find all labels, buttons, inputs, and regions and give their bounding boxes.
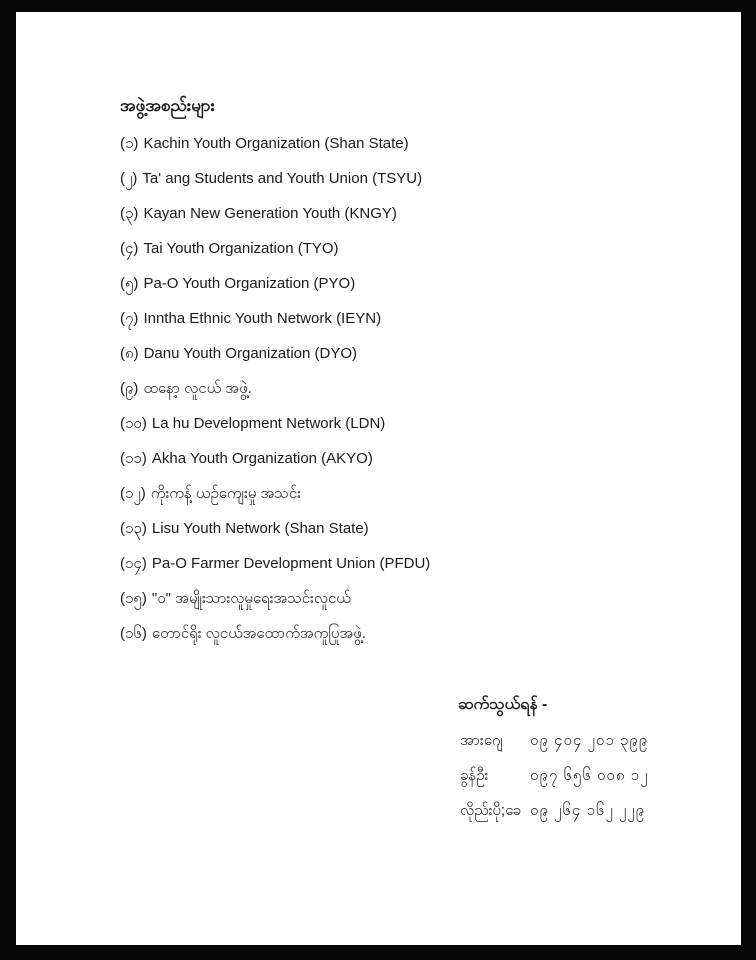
list-item [120, 274, 430, 309]
list-item [120, 554, 430, 589]
contact-person-name: ခွန်ဦး [460, 767, 489, 784]
item-name: Pa-O Youth Organization (PYO) [143, 275, 356, 292]
item-number: (၁၁) [120, 450, 147, 467]
contact-section [458, 695, 648, 836]
item-number: (၁၀) [120, 415, 147, 432]
item-number: (၁၃) [120, 520, 147, 537]
list-item [120, 449, 430, 484]
item-name: တောင်ရိုး လူငယ်အထောက်အကူပြုအဖွဲ့. [151, 625, 366, 642]
list-item [120, 239, 430, 274]
item-name: ထနော့ လူငယ် အဖွဲ့. [143, 380, 252, 397]
item-number: (၉) [120, 380, 139, 397]
list-item [120, 589, 430, 624]
item-name: ကိုးကန့် ယဉ်ကျေးမှု အသင်း [150, 485, 301, 502]
contact-rows [458, 731, 648, 836]
item-name: Inntha Ethnic Youth Network (IEYN) [143, 310, 382, 327]
contact-person-name: အားဂျေ [460, 732, 503, 749]
item-name: Akha Youth Organization (AKYO) [151, 450, 373, 467]
item-name: Kayan New Generation Youth (KNGY) [143, 205, 397, 222]
item-number: (၃) [120, 205, 139, 222]
item-number: (၂) [120, 170, 138, 187]
contact-phone-number: ၀၉၇ ၆၅၆ ၀၀၈ ၁၂ [530, 767, 649, 784]
contact-heading: ဆက်သွယ်ရန် - [458, 696, 548, 713]
item-number: (၈) [120, 345, 139, 362]
item-number: (၇) [120, 310, 139, 327]
item-name: Lisu Youth Network (Shan State) [151, 520, 369, 537]
list-item [120, 169, 430, 204]
list-item [120, 519, 430, 554]
item-name: Tai Youth Organization (TYO) [143, 240, 339, 257]
list-item [120, 379, 430, 414]
item-name: Danu Youth Organization (DYO) [143, 345, 358, 362]
contact-phone-number: ၀၉ ၂၆၄ ၁၆၂ ၂၂၉ [530, 802, 646, 819]
item-name: Pa-O Farmer Development Union (PFDU) [151, 555, 431, 572]
contact-person-name: လိုည်းပို;ခေ [460, 802, 522, 819]
list-item [120, 344, 430, 379]
item-name: La hu Development Network (LDN) [151, 415, 386, 432]
item-number: (၁၄) [120, 555, 147, 572]
page-title: အဖွဲ့အစည်းများ [120, 96, 215, 115]
item-number: (၁၅) [120, 590, 147, 607]
item-number: (၄) [120, 240, 139, 257]
list-item [120, 484, 430, 519]
list-item [120, 309, 430, 344]
list-item [120, 204, 430, 239]
item-name: Ta' ang Students and Youth Union (TSYU) [142, 170, 423, 187]
contact-row [458, 766, 648, 801]
document-page [16, 12, 741, 945]
organization-list [120, 134, 430, 659]
list-item [120, 134, 430, 169]
item-number: (၁) [120, 135, 139, 152]
item-number: (၁၂) [120, 485, 146, 502]
contact-row [458, 801, 648, 836]
contact-phone-number: ၀၉ ၄၀၄ ၂၀၁ ၃၉၉ [530, 732, 649, 749]
list-item [120, 414, 430, 449]
item-number: (၅) [120, 275, 139, 292]
list-item [120, 624, 430, 659]
item-name: "ဝ" အမျိုးသားလူမှုရေးအသင်းလူငယ် [151, 590, 351, 607]
item-number: (၁၆) [120, 625, 147, 642]
item-name: Kachin Youth Organization (Shan State) [143, 135, 409, 152]
contact-row [458, 731, 648, 766]
